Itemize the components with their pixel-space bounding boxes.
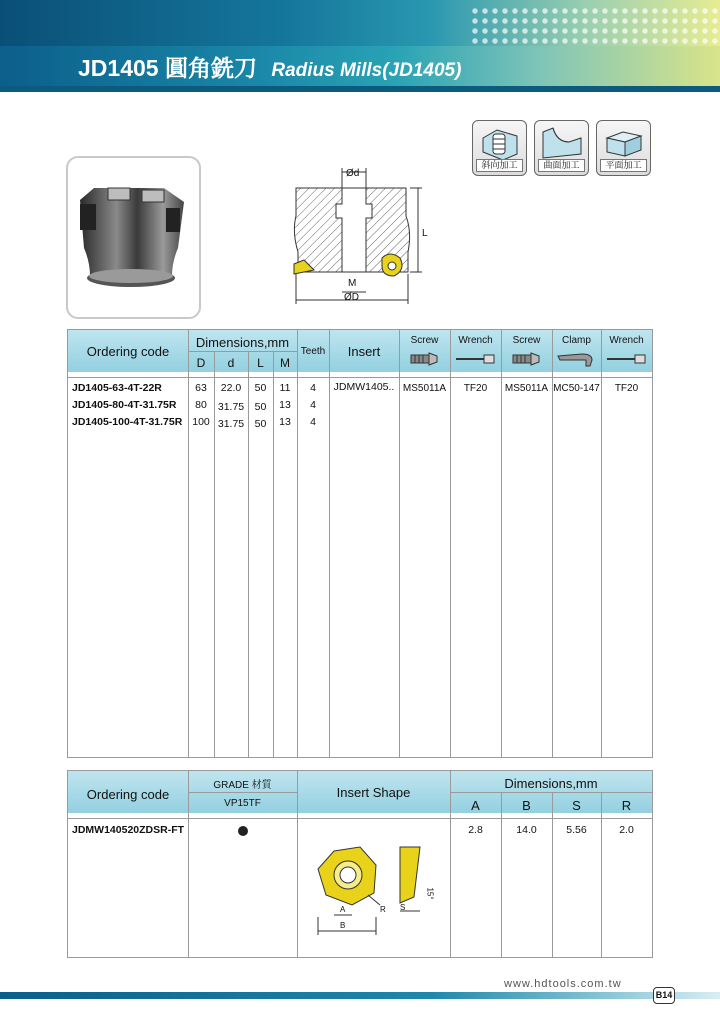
footer-url: www.hdtools.com.tw bbox=[504, 978, 622, 990]
row-2-L: 50 bbox=[254, 401, 267, 413]
slant-machining-card bbox=[472, 120, 527, 176]
header-wrench: Wrench bbox=[458, 335, 493, 346]
insert-B: 14.0 bbox=[516, 824, 537, 836]
wrench-icon bbox=[454, 352, 496, 366]
shape-label-R: R bbox=[380, 905, 386, 914]
row-2-code: JD1405-80-4T-31.75R bbox=[72, 399, 177, 411]
curved-surface-card bbox=[534, 120, 589, 176]
row-2-d: 31.75 bbox=[217, 401, 245, 413]
cutter-table bbox=[67, 329, 653, 758]
screw-icon-2 bbox=[511, 352, 541, 366]
insert-shape-diagram bbox=[304, 833, 444, 949]
dim-d-label: Ød bbox=[346, 168, 360, 179]
title-english: Radius Mills(JD1405) bbox=[271, 60, 462, 81]
flat-surface-label: 平面加工 bbox=[600, 159, 647, 172]
screw-value: MS5011A bbox=[402, 383, 447, 394]
insert-S: 5.56 bbox=[566, 824, 587, 836]
header-banner bbox=[0, 0, 720, 92]
footer-line bbox=[0, 992, 720, 999]
page-number: B14 bbox=[653, 987, 675, 1004]
row-3-teeth: 4 bbox=[310, 416, 316, 428]
banner-dot-pattern bbox=[470, 6, 720, 44]
header-insert: Insert bbox=[347, 344, 381, 359]
row-1-teeth: 4 bbox=[310, 382, 316, 394]
header-M: M bbox=[280, 356, 290, 370]
insert-value: JDMW1405.. bbox=[333, 381, 395, 393]
curved-surface-icon bbox=[539, 124, 585, 160]
wrench-2-value: TF20 bbox=[614, 383, 639, 394]
header-R: R bbox=[621, 798, 632, 813]
dim-m-label: M bbox=[348, 278, 357, 289]
shape-label-S: S bbox=[400, 903, 406, 912]
row-3-L: 50 bbox=[254, 418, 267, 430]
row-2-M: 13 bbox=[279, 399, 291, 411]
header-teeth: Teeth bbox=[300, 346, 326, 357]
dim-D-label: ØD bbox=[344, 292, 359, 303]
row-3-M: 13 bbox=[279, 416, 291, 428]
application-icons bbox=[472, 120, 651, 176]
slant-machining-icon bbox=[477, 124, 523, 160]
row-3-d: 31.75 bbox=[217, 418, 245, 430]
insert-A: 2.8 bbox=[468, 824, 483, 836]
header-insert-shape: Insert Shape bbox=[336, 785, 411, 800]
radius-mill-photo bbox=[68, 158, 199, 317]
dim-L-label: L bbox=[422, 228, 428, 239]
screw-2-value: MS5011A bbox=[504, 383, 549, 394]
header-A: A bbox=[471, 798, 480, 813]
product-code: JD1405 bbox=[78, 55, 159, 81]
product-photo-frame bbox=[66, 156, 201, 319]
row-2-D: 80 bbox=[195, 399, 207, 411]
curved-surface-label: 曲面加工 bbox=[538, 159, 585, 172]
header-dimensions-2: Dimensions,mm bbox=[504, 776, 598, 791]
title-chinese: 圓角銑刀 bbox=[164, 55, 257, 81]
header-grade: GRADE 材質 bbox=[213, 780, 272, 791]
header-wrench-2: Wrench bbox=[609, 335, 644, 346]
clamp-value: MC50-147 bbox=[553, 383, 600, 394]
grade-available-dot bbox=[238, 826, 248, 836]
flat-surface-icon bbox=[601, 124, 647, 160]
row-3-D: 100 bbox=[192, 416, 210, 428]
slant-machining-label: 斜向加工 bbox=[476, 159, 523, 172]
row-1-D: 63 bbox=[195, 382, 207, 394]
flat-surface-card bbox=[596, 120, 651, 176]
header-screw: Screw bbox=[410, 335, 439, 346]
technical-drawing bbox=[286, 160, 436, 315]
header-ordering-code: Ordering code bbox=[86, 344, 170, 359]
row-3-code: JD1405-100-4T-31.75R bbox=[72, 416, 183, 428]
row-1-code: JD1405-63-4T-22R bbox=[72, 382, 162, 394]
insert-code: JDMW140520ZDSR-FT bbox=[72, 824, 185, 836]
shape-label-A: A bbox=[340, 905, 346, 914]
cross-section-diagram bbox=[286, 160, 436, 310]
header-d: d bbox=[227, 356, 235, 370]
header-ordering-code-2: Ordering code bbox=[86, 787, 170, 802]
row-1-L: 50 bbox=[254, 382, 267, 394]
page-title bbox=[78, 50, 461, 83]
insert-R: 2.0 bbox=[619, 824, 634, 836]
screw-icon bbox=[409, 352, 439, 366]
header-D: D bbox=[196, 356, 206, 370]
header-S: S bbox=[572, 798, 581, 813]
shape-label-angle: 15° bbox=[425, 887, 435, 900]
header-screw-2: Screw bbox=[512, 335, 541, 346]
row-1-d: 22.0 bbox=[220, 382, 242, 394]
banner-underline bbox=[0, 86, 720, 92]
shape-label-B: B bbox=[340, 921, 346, 930]
wrench-value: TF20 bbox=[463, 383, 488, 394]
header-L: L bbox=[257, 356, 264, 370]
header-B: B bbox=[522, 798, 531, 813]
row-1-M: 11 bbox=[279, 382, 291, 394]
header-clamp: Clamp bbox=[562, 335, 591, 346]
header-dimensions: Dimensions,mm bbox=[195, 335, 290, 350]
clamp-icon bbox=[556, 350, 596, 368]
row-2-teeth: 4 bbox=[310, 399, 316, 411]
insert-table bbox=[67, 770, 653, 958]
wrench-icon-2 bbox=[605, 352, 647, 366]
header-grade-value: VP15TF bbox=[224, 798, 261, 809]
